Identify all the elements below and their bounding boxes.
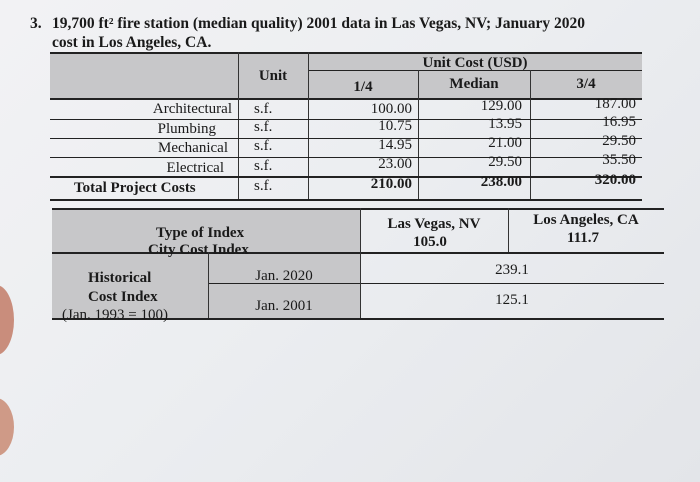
jan-2001-label: Jan. 2001 xyxy=(255,298,313,314)
row-median: 13.95 xyxy=(488,116,522,132)
row-label: Architectural xyxy=(152,101,232,117)
unit-cost-header: Unit Cost (USD) xyxy=(422,55,528,71)
row-q3: 16.95 xyxy=(602,114,636,130)
city-cost-index-header: City Cost Index xyxy=(148,242,249,258)
row-label: Mechanical xyxy=(158,140,228,156)
jan-2020-value: 239.1 xyxy=(495,262,529,278)
row-median: 29.50 xyxy=(488,154,522,170)
col-header-q3: 3/4 xyxy=(576,76,596,92)
las-vegas-header: Las Vegas, NV xyxy=(387,216,481,232)
row-median: 129.00 xyxy=(480,98,522,114)
jan-2001-value: 125.1 xyxy=(495,292,529,308)
total-q1: 210.00 xyxy=(370,176,412,192)
row-unit: s.f. xyxy=(254,119,273,135)
row-q1: 100.00 xyxy=(370,101,412,117)
row-q1: 10.75 xyxy=(378,118,412,134)
row-label: Electrical xyxy=(166,160,224,176)
divider xyxy=(52,252,664,254)
jan-2020-label: Jan. 2020 xyxy=(255,268,313,284)
problem-text-line2: cost in Los Angeles, CA. xyxy=(52,34,212,51)
row-q1: 23.00 xyxy=(378,156,412,172)
row-q3: 29.50 xyxy=(602,133,636,149)
problem-text-line1: 19,700 ft² fire station (median quality) 2001 data in Las Vegas, NV; January 2020 xyxy=(52,15,585,32)
total-unit: s.f. xyxy=(254,178,273,194)
total-label: Total Project Costs xyxy=(74,180,196,196)
row-q1: 14.95 xyxy=(378,137,412,153)
unit-cost-table xyxy=(50,52,642,202)
divider xyxy=(52,208,664,210)
total-median: 238.00 xyxy=(480,174,522,190)
cost-index-label: Cost Index xyxy=(88,289,158,305)
row-label: Plumbing xyxy=(157,121,216,137)
los-angeles-index: 111.7 xyxy=(566,230,600,246)
problem-number: 3. xyxy=(30,15,42,32)
row-unit: s.f. xyxy=(254,101,273,117)
total-q3: 320.00 xyxy=(594,172,636,188)
unit-header: Unit xyxy=(258,68,288,84)
base-year-label: (Jan. 1993 = 100) xyxy=(62,307,168,323)
divider xyxy=(50,199,642,201)
historical-label: Historical xyxy=(88,270,152,286)
col-header-q1: 1/4 xyxy=(353,79,373,95)
row-unit: s.f. xyxy=(254,138,273,154)
type-of-index-header: Type of Index xyxy=(156,225,245,241)
row-q3: 35.50 xyxy=(602,152,636,168)
row-median: 21.00 xyxy=(488,135,522,151)
divider xyxy=(50,52,642,54)
problem-statement xyxy=(30,14,670,52)
las-vegas-index: 105.0 xyxy=(413,234,447,250)
row-unit: s.f. xyxy=(254,158,273,174)
los-angeles-header: Los Angeles, CA xyxy=(533,212,639,228)
col-header-median: Median xyxy=(449,76,499,92)
city-cost-index-table xyxy=(52,208,664,334)
row-q3: 187.00 xyxy=(594,96,636,112)
divider xyxy=(508,208,509,252)
